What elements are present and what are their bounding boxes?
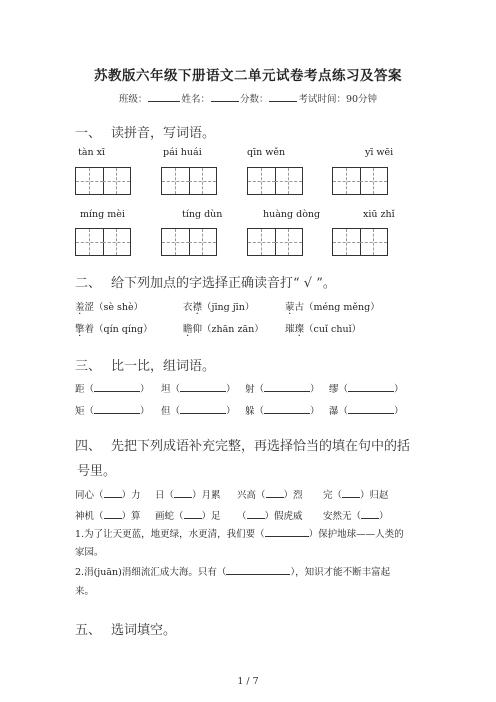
idiom-text: ）假虎威 (264, 511, 303, 522)
char: 坦 (161, 384, 171, 395)
section-2-heading (75, 272, 336, 291)
compare-item[interactable]: 躲（ ） (245, 406, 320, 417)
class-blank[interactable] (148, 92, 180, 102)
time-label: 考试时间：90分钟 (298, 94, 378, 105)
char: 缪 (329, 384, 339, 395)
compare-item[interactable]: 射（ ） (245, 384, 320, 395)
idiom-item[interactable] (155, 487, 221, 501)
idiom-text: 安然无（ (323, 511, 362, 522)
idiom-text: 画蛇（ (155, 511, 184, 522)
idiom-text: ）归赵 (360, 490, 389, 501)
idiom-text: ）烈 (283, 490, 303, 501)
writing-grid[interactable] (75, 228, 131, 256)
reading-item[interactable] (285, 321, 361, 335)
idiom-text: ）力 (121, 490, 141, 501)
compare-item[interactable]: 缪（ ） (329, 384, 404, 395)
pinyin-7: huàng dòng (263, 209, 321, 220)
idiom-text: ） (379, 511, 389, 522)
question-2-line-1 (75, 564, 390, 578)
reading-item[interactable] (75, 299, 143, 313)
writing-grid[interactable] (247, 228, 303, 256)
pinyin-6: tíng dùn (182, 209, 223, 220)
idiom-text: 兴高（ (237, 490, 266, 501)
idiom-text: 日（ (155, 490, 175, 501)
item-text: 古（méng měng） (294, 302, 380, 313)
section-2-title: 给下列加点的字选择正确读音打“ √ ”。 (111, 276, 336, 291)
char: 射 (245, 384, 255, 395)
dotted-char: 蒙 (285, 302, 295, 313)
section-2-number: 二、 (75, 276, 102, 291)
question-text: 1.为了让天更蓝，地更绿，水更清，我们要（ (75, 529, 265, 540)
idiom-text: ）月累 (192, 490, 221, 501)
char: 但 (161, 406, 171, 417)
idiom-item[interactable] (155, 508, 221, 522)
idiom-item[interactable] (75, 508, 141, 522)
section-4-heading (75, 435, 410, 454)
idiom-item[interactable] (237, 508, 303, 522)
writing-grid[interactable] (161, 228, 217, 256)
item-text: （jīng jīn） (202, 302, 255, 313)
section-1-number: 一、 (75, 126, 102, 141)
dotted-char: 襟 (192, 302, 203, 313)
compare-item[interactable]: 瀑（ ） (329, 406, 404, 417)
char: 瀑 (329, 406, 339, 417)
reading-item[interactable] (285, 299, 380, 313)
answer-blank[interactable] (226, 565, 290, 575)
idiom-text: 神机（ (75, 511, 104, 522)
reading-item[interactable] (183, 321, 264, 335)
name-blank[interactable] (211, 92, 239, 102)
answer-blank[interactable] (265, 527, 309, 537)
item-text: 着（qín qíng） (84, 324, 153, 335)
char: 矩 (75, 406, 85, 417)
pinyin-5: míng mèi (80, 209, 125, 220)
dotted-char: 瞻 (183, 324, 193, 335)
section-3-number: 三、 (75, 359, 102, 374)
question-text: ）保护地球——人类的 (308, 529, 404, 540)
char: 距 (75, 384, 85, 395)
reading-item[interactable] (183, 299, 254, 313)
char: 躲 (245, 406, 255, 417)
compare-item[interactable]: 距（ ） (75, 384, 150, 395)
question-1-line-2: 家园。 (75, 547, 104, 558)
reading-item[interactable] (75, 321, 153, 335)
section-4-heading-cont: 号里。 (77, 464, 117, 479)
item-text: 衣 (183, 302, 193, 313)
idiom-item[interactable] (237, 487, 303, 501)
idiom-text: ）算 (121, 511, 141, 522)
question-text: 2.涓(juān)涓细流汇成大海。只有（ (75, 567, 227, 578)
class-label: 班级： (118, 94, 148, 105)
question-text: ），知识才能不断丰富起 (290, 567, 391, 578)
item-text: 璀 (285, 324, 295, 335)
idiom-text: 完（ (323, 490, 343, 501)
pinyin-2: pái huái (163, 147, 202, 158)
dotted-char: 擎 (75, 324, 85, 335)
pinyin-3: qīn wěn (247, 147, 286, 158)
writing-grid[interactable] (247, 167, 303, 195)
section-5-title: 选词填空。 (111, 623, 177, 638)
score-label: 分数： (239, 94, 269, 105)
section-1-title: 读拼音，写词语。 (111, 126, 216, 141)
section-5-heading (75, 619, 176, 638)
compare-item[interactable]: 坦（ ） (161, 384, 236, 395)
idiom-item[interactable] (323, 487, 389, 501)
score-blank[interactable] (269, 92, 297, 102)
section-4-title: 先把下列成语补充完整，再选择恰当的填在句中的括 (111, 439, 411, 454)
writing-grid[interactable] (332, 228, 388, 256)
pinyin-1: tàn xī (78, 147, 106, 158)
question-2-line-2: 来。 (75, 586, 95, 597)
idiom-text: （ (237, 511, 247, 522)
item-text: 仰（zhān zān） (192, 324, 264, 335)
compare-item[interactable]: 但（ ） (161, 406, 236, 417)
dotted-char: 璨 (294, 324, 305, 335)
section-3-title: 比一比，组词语。 (111, 359, 216, 374)
compare-item[interactable]: 矩（ ） (75, 406, 150, 417)
writing-grid[interactable] (332, 167, 388, 195)
writing-grid[interactable] (75, 167, 131, 195)
name-label: 姓名： (181, 94, 210, 105)
idiom-item[interactable] (323, 508, 389, 522)
student-info-line (0, 91, 496, 105)
idiom-text: ）足 (201, 511, 221, 522)
page-title: 苏教版六年级下册语文二单元试卷考点练习及答案 (94, 68, 402, 84)
section-4-number: 四、 (75, 439, 102, 454)
dotted-char: 羞 (75, 302, 85, 313)
section-3-heading (75, 355, 215, 374)
section-1-heading (75, 122, 215, 141)
item-text: （cuǐ chuǐ） (304, 324, 362, 335)
idiom-item[interactable] (75, 487, 141, 501)
item-text: 涩（sè shè） (84, 302, 144, 313)
pinyin-4: yī wēi (365, 147, 394, 158)
page-number: 1 / 7 (237, 676, 259, 687)
question-1-line-1 (75, 526, 404, 540)
writing-grid[interactable] (161, 167, 217, 195)
pinyin-8: xiū zhǐ (363, 209, 395, 220)
idiom-text: 同心（ (75, 490, 104, 501)
section-5-number: 五、 (75, 623, 102, 638)
